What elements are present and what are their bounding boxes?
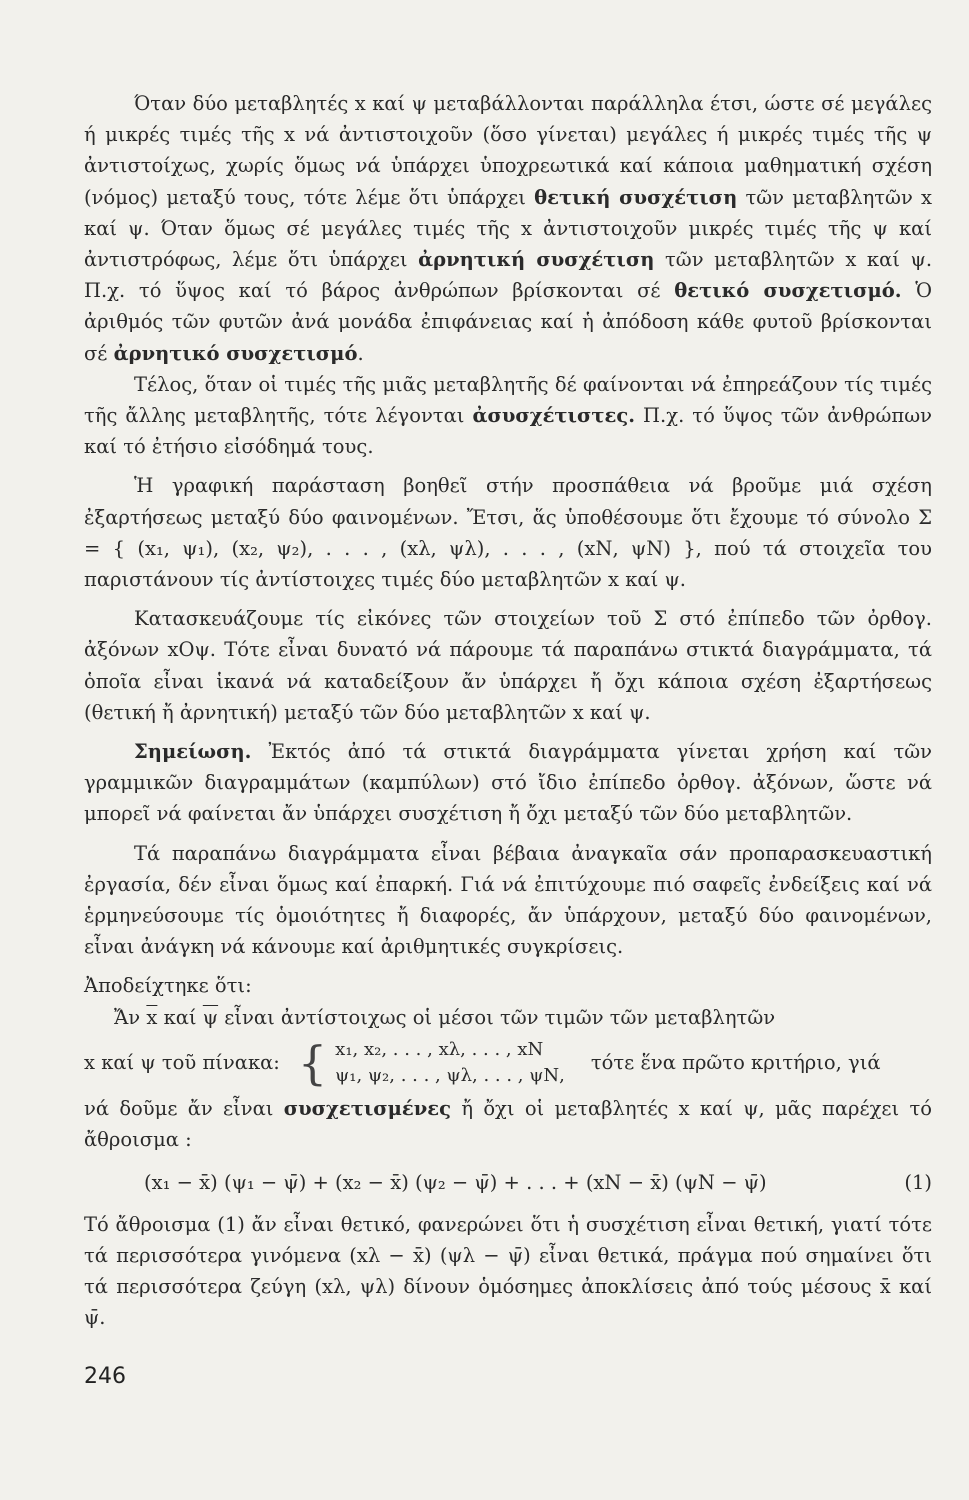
table-row-x: x₁, x₂, . . . , xλ, . . . , xΝ <box>335 1038 544 1060</box>
term-negative-correlation: ἀρνητική συσχέτιση <box>418 248 655 272</box>
text-run: Π.χ. τό ὕψος τῶν ἀνθρώπων καί τό ἐτήσιο εἰσόδημά τους. <box>84 404 932 459</box>
page-number: 246 <box>84 1364 126 1389</box>
text-run: Τά παραπάνω διαγράμματα εἶναι βέβαια ἀναγκαῖα σάν προπαρασκευαστική ἐργασία, δέν εἶναι ὅμως καί ἐπαρκή. Γιά νά ἐπιτύχουμε πιό σαφεῖς ἐνδείξεις καί νά ἑρμηνεύσουμε τίς ὁμοιότητες ἤ διαφορές, ἄν ὑπάρχουν, μεταξύ δύο φαινομένων, εἶναι ἀνάγκη νά κάνουμε καί ἀριθμητικές συγκρίσεις. <box>84 841 932 959</box>
term-negative-correlation-2: ἀρνητικό συσχετισμό <box>113 341 358 365</box>
set-sigma: Σ = { (x₁, ψ₁), (x₂, ψ₂), . . . , (xλ, ψλ), . . . , (xΝ, ψΝ) }, <box>84 505 932 560</box>
term-correlated: συσχετισμένες <box>283 1096 452 1120</box>
term-uncorrelated: ἀσυσχέτιστες. <box>472 404 635 428</box>
text-run: εἶναι ἀντίστοιχως οἱ μέσοι τῶν τιμῶν τῶν μεταβλητῶν <box>224 1005 776 1029</box>
text-run: καί <box>163 1005 197 1029</box>
table-row-psi: ψ₁, ψ₂, . . . , ψλ, . . . , ψΝ, <box>335 1064 565 1086</box>
text-run: Ἀποδείχτηκε ὅτι: <box>84 974 252 998</box>
paragraph-means <box>84 1002 932 1033</box>
text-run: πού τά στοιχεῖα του παριστάνουν τίς ἀντίστοιχες τιμές δύο μεταβλητῶν x καί ψ. <box>84 536 933 592</box>
note-label: Σημείωση. <box>134 740 252 764</box>
text-run: Κατασκευάζουμε τίς εἰκόνες τῶν στοιχείων τοῦ Σ στό ἐπίπεδο τῶν ὀρθογ. ἀξόνων xOψ. Τότε εἶναι δυνατό νά πάρουμε τά παραπάνω στικτά διαγράμματα, τά ὁποῖα εἶναι ἱκανά νά καταδείξουν ἄν ὑπάρχει ἤ ὄχι κάποια σχέση ἐξαρτήσεως (θετική ἤ ἀρνητική) μεταξύ τῶν δύο μεταβλητῶν x καί ψ. <box>84 607 932 724</box>
table-row-definition <box>84 1037 932 1089</box>
mean-x: $\overline{x}$ <box>146 1005 158 1029</box>
text-run: Τέλος, ὅταν οἱ τιμές τῆς μιᾶς μεταβλητῆς δέ φαίνονται νά ἐπηρεάζουν τίς τιμές τῆς ἄλλης μεταβλητῆς, τότε λέγονται <box>84 372 932 428</box>
term-positive-correlation-2: θετικό συσχετισμό. <box>674 279 902 303</box>
text-run: ἤ ὄχι οἱ μεταβλητές x καί ψ, μᾶς παρέχει τό ἄθροισμα : <box>84 1096 932 1152</box>
text-run: x καί ψ τοῦ πίνακα: <box>84 1051 280 1075</box>
equation-1 <box>84 1167 932 1198</box>
mean-psi: $\overline{\psi}$ <box>202 1005 219 1029</box>
paragraph-positive-negative-correlation: Όταν δύο μεταβλητές x καί ψ μεταβάλλονται παράλληλα έτσι, ώστε σέ μεγάλες ή μικρές τιμές τῆς x νά ἀντιστοιχοῦν (ὅσο γίνεται) μεγάλες ή μικρές τιμές τῆς ψ ἀντιστοίχως, χωρίς ὅμως νά ὑπάρχει ὑποχρεωτικά καί κάποια μαθηματική σχέση (νόμος) μεταξύ τους, τότε λέμε ὅτι ὑπάρχει θετική συσχέτιση τῶν μεταβλητῶν x καί ψ. Όταν ὅμως σέ μεγάλες τιμές τῆς x ἀντιστοιχοῦν μικρές τιμές τῆς ψ καί ἀντιστρόφως, λέμε ὅτι ὑπάρχει ἀρνητική συσχέτιση τῶν μεταβλητῶν x καί ψ. Π.χ. τό ὕψος καί τό βάρος ἀνθρώπων βρίσκονται σέ θετικό συσχετισμό. Ὁ ἀριθμός τῶν φυτῶν ἀνά μονάδα ἐπιφάνειας καί ἡ ἀπόδοση κάθε φυτοῦ βρίσκονται σέ ἀρνητικό συσχετισμό. <box>84 92 933 365</box>
paragraph-proven <box>84 970 932 1001</box>
left-brace-icon: { <box>297 1035 328 1090</box>
paragraph-graphical-representation <box>84 470 932 595</box>
equation-body: (x₁ − x̄) (ψ₁ − ψ̄) + (x₂ − x̄) (ψ₂ − ψ̄) + . . . + (xΝ − x̄) (ψΝ − ψ̄) <box>144 1171 767 1195</box>
term-positive-correlation: θετική συσχέτιση <box>534 185 738 209</box>
text-run: τῶν μεταβλητῶν x καί ψ. Π.χ. τό ὕψος καί τό βάρος ἀνθρώπων βρίσκονται σέ <box>84 248 933 303</box>
value-table <box>335 1037 565 1089</box>
text-run: Ἡ γραφική παράσταση βοηθεῖ στήν προσπάθεια νά βροῦμε μιά σχέση ἐξαρτήσεως μεταξύ δύο φαινομένων. Ἔτσι, ἅς ὑποθέσουμε ὅτι ἔχουμε τό σύνολο <box>84 474 932 529</box>
paragraph-diagrams-insufficient <box>84 838 932 963</box>
text-run: Ἄν <box>114 1005 141 1029</box>
paragraph-scatter-diagrams <box>84 603 932 728</box>
paragraph-sum-intro <box>84 1093 932 1155</box>
text-run: Όταν δύο μεταβλητές x καί ψ μεταβάλλονται παράλληλα έτσι, ώστε σέ μεγάλες ή μικρές τιμές τῆς x νά ἀντιστοιχοῦν (ὅσο γίνεται) μεγάλες ή μικρές τιμές τῆς ψ ἀντιστοίχως, χωρίς ὅμως νά ὑπάρχει ὑποχρεωτικά καί κάποια μαθηματική σχέση (νόμος) μεταξύ τους, τότε λέμε ὅτι ὑπάρχει <box>84 92 932 209</box>
text-run: τότε ἕνα πρῶτο κριτήριο, γιά <box>590 1051 881 1075</box>
paragraph-uncorrelated <box>84 369 932 463</box>
text-run: Ὁ ἀριθμός τῶν φυτῶν ἀνά μονάδα ἐπιφάνειας καί ἡ ἀπόδοση κάθε φυτοῦ βρίσκονται σέ <box>84 279 933 365</box>
paragraph-note <box>84 736 932 830</box>
page-body <box>84 88 932 1333</box>
paragraph-sum-interpretation <box>84 1209 932 1334</box>
text-run: τῶν μεταβλητῶν x καί ψ. Όταν ὅμως σέ μεγάλες τιμές τῆς x ἀντιστοιχοῦν μικρές τιμές τῆς ψ καί ἀντιστρόφως, λέμε ὅτι ὑπάρχει <box>84 185 933 272</box>
text-run: νά δοῦμε ἄν εἶναι <box>84 1096 274 1120</box>
text-run: Ἐκτός ἀπό τά στικτά διαγράμματα γίνεται χρήση καί τῶν γραμμικῶν διαγραμμάτων (καμπύλων) στό ἴδιο ἐπίπεδο ὀρθογ. ἀξόνων, ὥστε νά μπορεῖ νά φαίνεται ἄν ὑπάρχει συσχέτιση ἤ ὄχι μεταξύ τῶν δύο μεταβλητῶν. <box>84 740 932 826</box>
text-run: Τό ἄθροισμα (1) ἄν εἶναι θετικό, φανερώνει ὅτι ἡ συσχέτιση εἶναι θετική, γιατί τότε τά περισσότερα γινόμενα (xλ − x̄) (ψλ − ψ̄) εἶναι θετικά, πράγμα πού σημαίνει ὅτι τά περισσότερα ζεύγη (xλ, ψλ) δίνουν ὁμόσημες ἀποκλίσεις ἀπό τούς μέσους x̄ καί ψ̄. <box>84 1212 932 1330</box>
equation-number: (1) <box>904 1171 932 1195</box>
